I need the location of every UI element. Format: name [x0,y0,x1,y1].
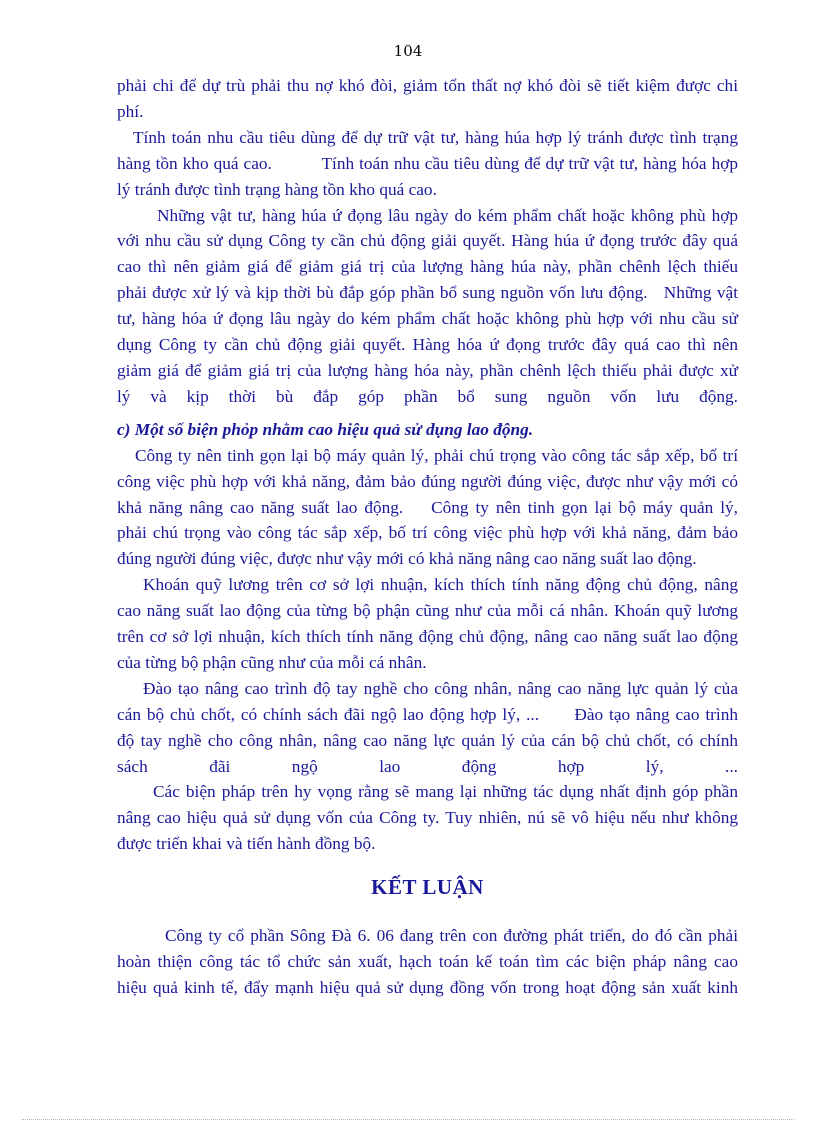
text-line: hàng tồn kho quá cao. Tính toán nhu cầu tiêu dùng để dự trữ vật tư, hàng hóa hợp [117,153,738,173]
text-line: giảm giá để giảm giá trị của lượng hàng hóa này, phần chênh lệch thiếu phải được xử [117,360,738,380]
text-line: Các biện pháp trên hy vọng rằng sẽ mang lại những tác dụng nhất định góp phần [153,782,738,802]
text-line: dụng Công ty cần chủ động giải quyết. Hàng hóa ứ đọng trước đây quá cao thì nên [117,335,738,355]
text-line: Tính toán nhu cầu tiêu dùng để dự trữ vật tư, hàng húa hợp lý tránh được tình trạng [133,127,738,147]
text-line: phải được xử lý và kịp thời bù đắp góp phần bổ sung nguồn vốn lưu động. Những vật [117,283,738,303]
text-line: lý tránh được tình trạng hàng tồn kho quá cao. [117,179,437,199]
text-line: cao thì nên giảm giá để giảm giá trị của lượng hàng húa này, phần chênh lệch thiếu [117,257,738,277]
text-line: Khoán quỹ lương trên cơ sở lợi nhuận, kích thích tính năng động chủ động, nâng [143,575,738,595]
text-line: phải chi để dự trù phải thu nợ khó đòi, giảm tổn thất nợ khó đòi sẽ tiết kiệm được chi [117,76,738,95]
text-line: công việc phù hợp với khả năng, đảm bảo đúng người đúng việc, được như vậy mới có [117,471,738,491]
text-line: phải chú trọng vào công tác sắp xếp, bố trí công việc phù hợp với khả năng, đảm bảo [117,523,738,543]
text-line: cao năng suất lao động của từng bộ phận cũng như của mỗi cá nhân. Khoán quỹ lương [117,601,738,621]
paragraph [117,203,738,410]
text-line: cán bộ chủ chốt, có chính sách đãi ngộ lao động hợp lý, ... Đào tạo nâng cao trình [117,704,738,724]
paragraph [117,676,738,780]
text-line: độ tay nghề cho công nhân, nâng cao năng lực quản lý của cán bộ chủ chốt, có chính [117,730,738,750]
text-line: với nhu cầu sử dụng Công ty cần chủ động giải quyết. Hàng húa ứ đọng trước đây quá [117,231,738,251]
section-heading: c) Một số biện phỏp nhằm cao hiệu quả sử dụng lao động. [117,419,534,439]
conclusion-title: KẾT LUẬN [371,875,484,900]
paragraph [117,923,738,1001]
text-line: phí. [117,101,144,121]
text-line: Công ty cổ phần Sông Đà 6. 06 đang trên con đường phát triển, do đó cần phải [165,926,738,946]
text-line: trên cơ sở lợi nhuận, kích thích tính năng động chủ động, nâng cao năng suất lao động [117,627,738,647]
paragraph [117,73,738,125]
paragraph [117,779,738,857]
text-line: sách đãi ngộ lao động hợp lý, ... [117,756,738,776]
text-line: được triển khai và tiến hành đồng bộ. [117,834,376,854]
text-line: hiệu quả kinh tế, đẩy mạnh hiệu quả sử dụng đồng vốn trong hoạt động sản xuất kinh [117,977,738,997]
text-line: Đào tạo nâng cao trình độ tay nghề cho công nhân, nâng cao năng lực quản lý của [143,678,738,698]
text-line: của từng bộ phận cũng như của mỗi cá nhân. [117,652,427,672]
text-line: nâng cao hiệu quả sử dụng vốn của Công ty. Tuy nhiên, nú sẽ vô hiệu nếu như không [117,808,738,828]
paragraph [117,443,738,573]
page-bottom-divider [22,1119,794,1120]
page-number: 104 [393,42,423,60]
paragraph [117,572,738,676]
text-line: Những vật tư, hàng húa ứ đọng lâu ngày do kém phẩm chất hoặc không phù hợp [157,205,738,225]
document-body [117,73,738,1001]
text-line: Công ty nên tinh gọn lại bộ máy quản lý, phải chú trọng vào công tác sắp xếp, bố trí [135,445,738,465]
paragraph [117,125,738,203]
text-line: lý và kịp thời bù đắp góp phần bổ sung nguồn vốn lưu động. [117,386,738,406]
text-line: hoàn thiện công tác tổ chức sản xuất, hạch toán kế toán tìm các biện pháp nâng cao [117,952,738,971]
text-line: tư, hàng hóa ứ đọng lâu ngày do kém phẩm chất hoặc không phù hợp với nhu cầu sử [117,309,738,329]
text-line: khả năng nâng cao năng suất lao động. Công ty nên tinh gọn lại bộ máy quản lý, [117,497,738,517]
text-line: đúng người đúng việc, được như vậy mới có khả năng nâng cao năng suất lao động. [117,549,697,569]
